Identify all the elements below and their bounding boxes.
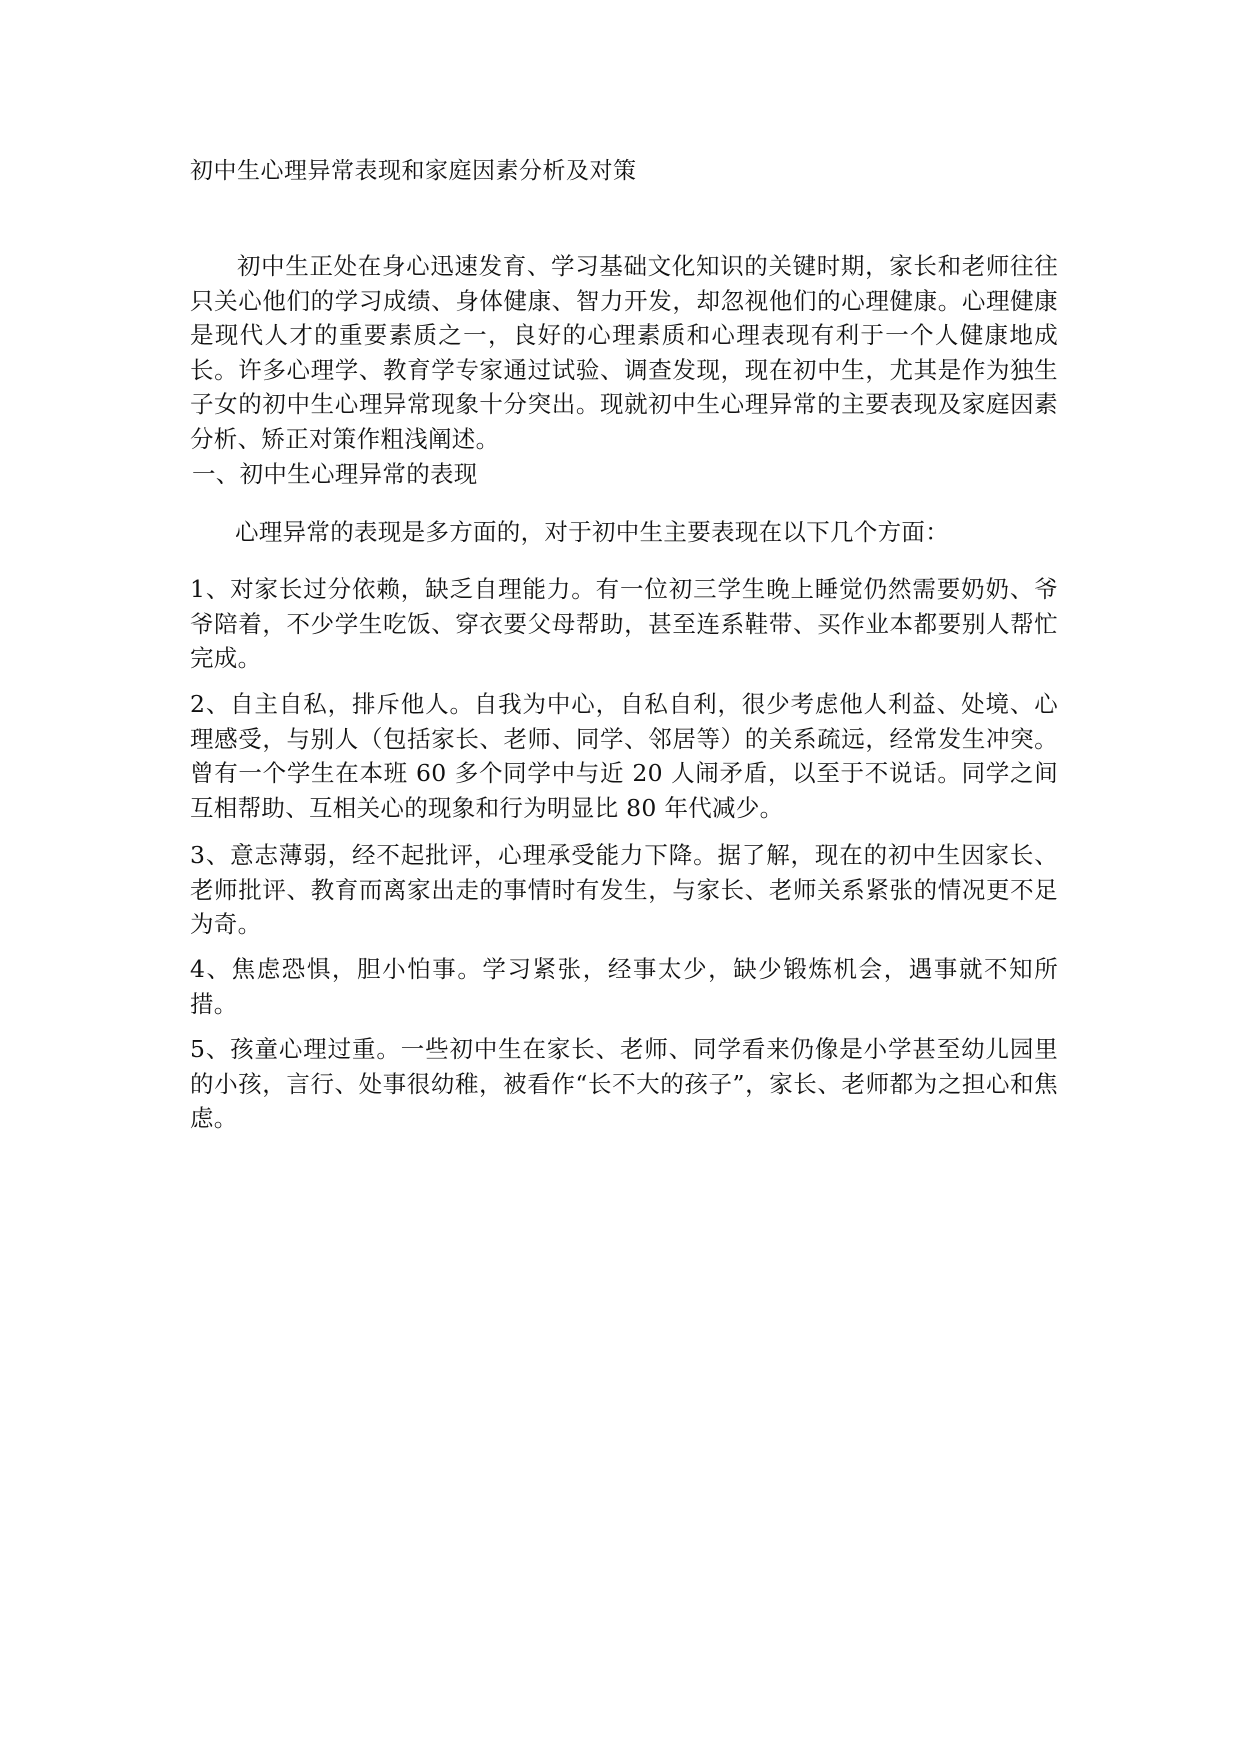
list-item-1: 1、对家长过分依赖，缺乏自理能力。有一位初三学生晚上睡觉仍然需要奶奶、爷爷陪着，不少学生吃饭、穿衣要父母帮助，甚至连系鞋带、买作业本都要别人帮忙完成。 (190, 575, 1058, 672)
intro-paragraph: 初中生正处在身心迅速发育、学习基础文化知识的关键时期，家长和老师往往只关心他们的学习成绩、身体健康、智力开发，却忽视他们的心理健康。心理健康是现代人才的重要素质之一，良好的心理素质和心理表现有利于一个人健康地成长。许多心理学、教育学专家通过试验、调查发现，现在初中生，尤其是作为独生子女的初中生心理异常现象十分突出。现就初中生心理异常的主要表现及家庭因素分析、矫正对策作粗浅阐述。 (190, 252, 1058, 453)
list-item-3: 3、意志薄弱，经不起批评，心理承受能力下降。据了解，现在的初中生因家长、老师批评、教育而离家出走的事情时有发生，与家长、老师关系紧张的情况更不足为奇。 (190, 841, 1058, 938)
list-item-2: 2、自主自私，排斥他人。自我为中心，自私自利，很少考虑他人利益、处境、心理感受，与别人（包括家长、老师、同学、邻居等）的关系疏远，经常发生冲突。曾有一个学生在本班 60 多个同学中与近 20 人闹矛盾，以至于不说话。同学之间互相帮助、互相关心的现象和行为明显比 80 年代减少。 (190, 690, 1058, 822)
list-item-5: 5、孩童心理过重。一些初中生在家长、老师、同学看来仍像是小学甚至幼儿园里的小孩，言行、处事很幼稚，被看作“长不大的孩子”，家长、老师都为之担心和焦虑。 (190, 1035, 1058, 1132)
section-heading: 一、初中生心理异常的表现 (192, 460, 478, 488)
list-item-4: 4、焦虑恐惧，胆小怕事。学习紧张，经事太少，缺少锻炼机会，遇事就不知所措。 (190, 955, 1058, 1018)
document-title: 初中生心理异常表现和家庭因素分析及对策 (190, 158, 637, 184)
section-intro-paragraph: 心理异常的表现是多方面的，对于初中生主要表现在以下几个方面： (235, 518, 949, 546)
